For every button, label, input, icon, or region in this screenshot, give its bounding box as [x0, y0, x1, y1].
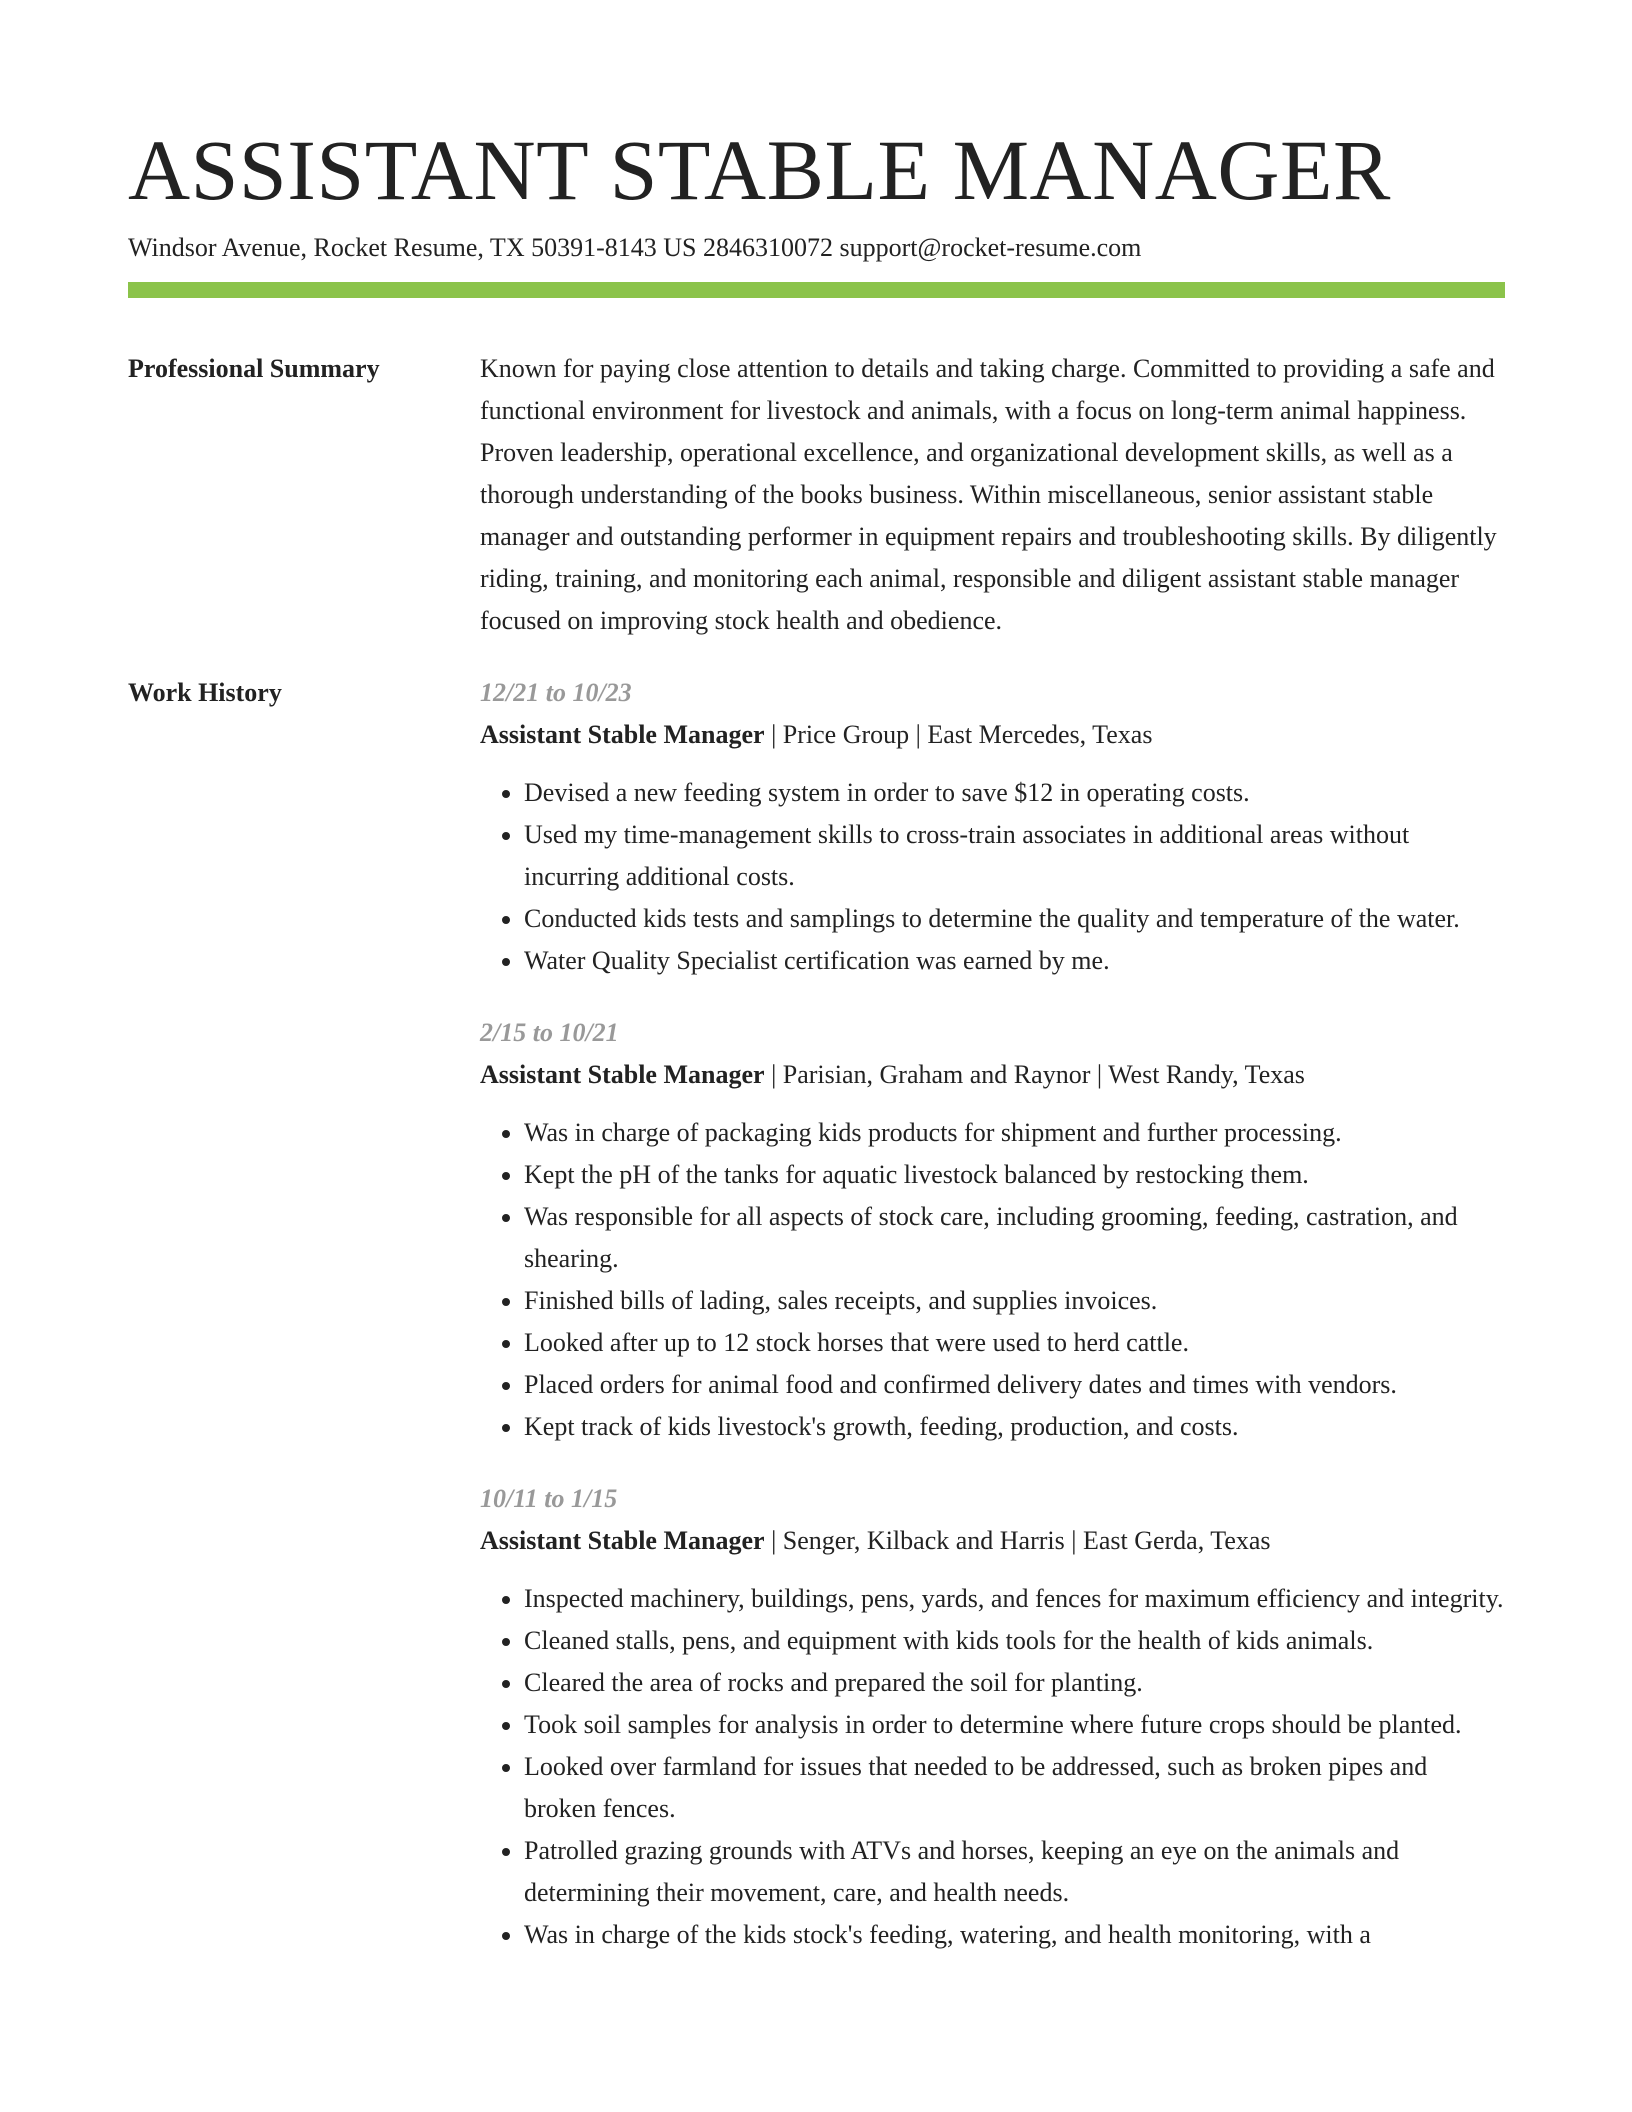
resume-title: ASSISTANT STABLE MANAGER — [128, 122, 1391, 218]
job-bullet: • Placed orders for animal food and confirmed delivery dates and times with vendors. — [524, 1364, 1505, 1406]
work-history-section — [128, 672, 1505, 1986]
job-heading — [480, 1054, 1505, 1096]
job-employer-location: | Parisian, Graham and Raynor | West Randy, Texas — [764, 1060, 1305, 1089]
job-bullet-list — [480, 1578, 1505, 1956]
job-bullet: • Cleaned stalls, pens, and equipment with kids tools for the health of kids animals. — [524, 1620, 1505, 1662]
job-title: Assistant Stable Manager — [480, 1060, 765, 1089]
summary-section — [128, 348, 1505, 642]
job-bullet: • Kept track of kids livestock's growth, feeding, production, and costs. — [524, 1406, 1505, 1448]
job-bullet-list — [480, 1112, 1505, 1448]
job-bullet: • Kept the pH of the tanks for aquatic livestock balanced by restocking them. — [524, 1154, 1505, 1196]
job-bullet: • Looked over farmland for issues that needed to be addressed, such as broken pipes and broken fences. — [524, 1746, 1505, 1830]
job-bullet: • Used my time-management skills to cross-train associates in additional areas without incurring additional costs. — [524, 814, 1505, 898]
job-bullet: • Devised a new feeding system in order to save $12 in operating costs. — [524, 772, 1505, 814]
job-bullet: • Was in charge of packaging kids products for shipment and further processing. — [524, 1112, 1505, 1154]
summary-text: Known for paying close attention to details and taking charge. Committed to providing a safe and functional environment for livestock and animals, with a focus on long-term animal happiness. Proven leadership, operational excellence, and organizational development skills, as well as a thorough understanding of the books business. Within miscellaneous, senior assistant stable manager and outstanding performer in equipment repairs and troubleshooting skills. By diligently riding, training, and monitoring each animal, responsible and diligent assistant stable manager focused on improving stock health and obedience. — [480, 354, 1497, 635]
summary-body — [480, 348, 1505, 642]
job-heading — [480, 1520, 1505, 1562]
work-history-heading: Work History — [128, 678, 282, 707]
job-entry — [480, 1478, 1505, 1956]
job-bullet: • Took soil samples for analysis in order to determine where future crops should be planted. — [524, 1704, 1505, 1746]
job-title: Assistant Stable Manager — [480, 1526, 765, 1555]
job-dates: 10/11 to 1/15 — [480, 1484, 618, 1513]
job-bullet: • Water Quality Specialist certification was earned by me. — [524, 940, 1505, 982]
job-bullet: • Patrolled grazing grounds with ATVs and horses, keeping an eye on the animals and determining their movement, care, and health needs. — [524, 1830, 1505, 1914]
job-bullet: • Was responsible for all aspects of stock care, including grooming, feeding, castration, and shearing. — [524, 1196, 1505, 1280]
work-history-body — [480, 672, 1505, 1986]
job-bullet: • Finished bills of lading, sales receipts, and supplies invoices. — [524, 1280, 1505, 1322]
job-bullet: • Inspected machinery, buildings, pens, yards, and fences for maximum efficiency and integrity. — [524, 1578, 1505, 1620]
job-bullet: • Looked after up to 12 stock horses that were used to herd cattle. — [524, 1322, 1505, 1364]
job-bullet: • Was in charge of the kids stock's feeding, watering, and health monitoring, with a — [524, 1914, 1505, 1956]
job-employer-location: | Price Group | East Mercedes, Texas — [764, 720, 1153, 749]
accent-divider — [128, 282, 1505, 298]
job-employer-location: | Senger, Kilback and Harris | East Gerda, Texas — [764, 1526, 1271, 1555]
job-dates: 12/21 to 10/23 — [480, 678, 632, 707]
resume-page — [128, 120, 1505, 1986]
job-entry — [480, 672, 1505, 982]
job-bullet: • Cleared the area of rocks and prepared the soil for planting. — [524, 1662, 1505, 1704]
job-bullet: • Conducted kids tests and samplings to determine the quality and temperature of the water. — [524, 898, 1505, 940]
summary-heading: Professional Summary — [128, 354, 380, 383]
job-entry — [480, 1012, 1505, 1448]
job-heading — [480, 714, 1505, 756]
job-bullet-list — [480, 772, 1505, 982]
job-title: Assistant Stable Manager — [480, 720, 765, 749]
job-dates: 2/15 to 10/21 — [480, 1018, 619, 1047]
contact-line: Windsor Avenue, Rocket Resume, TX 50391-8143 US 2846310072 support@rocket-resume.com — [128, 233, 1142, 262]
